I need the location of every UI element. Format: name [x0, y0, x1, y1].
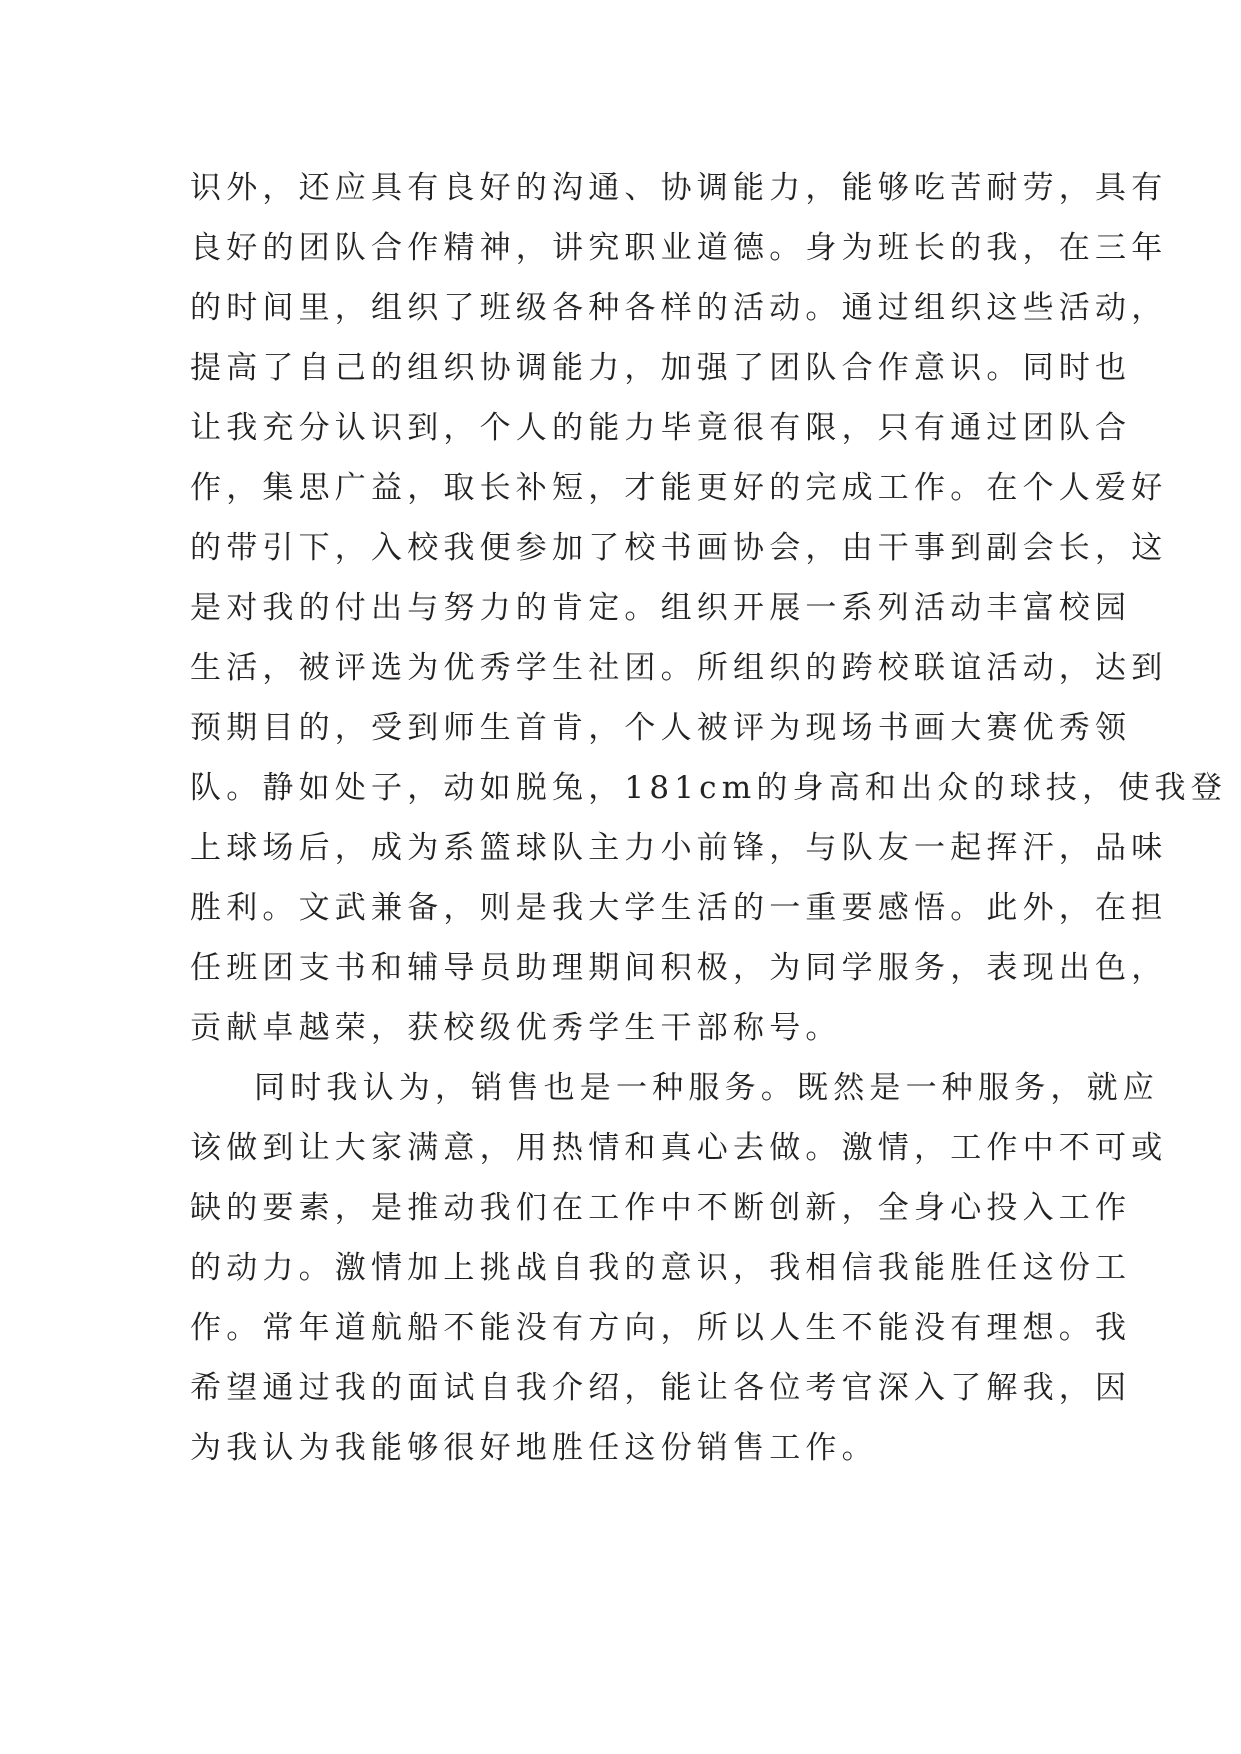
- text-line: 的带引下，入校我便参加了校书画协会，由干事到副会长，这: [190, 530, 1168, 566]
- text-line: 队。静如处子，动如脱兔，181cm的身高和出众的球技，使我登: [190, 770, 1227, 806]
- paragraph-start-line: 同时我认为，销售也是一种服务。既然是一种服务，就应: [254, 1070, 1159, 1106]
- text-line: 提高了自己的组织协调能力，加强了团队合作意识。同时也: [190, 350, 1132, 386]
- text-line: 希望通过我的面试自我介绍，能让各位考官深入了解我，因: [190, 1370, 1132, 1406]
- text-line: 预期目的，受到师生首肯，个人被评为现场书画大赛优秀领: [190, 710, 1132, 746]
- text-line: 作，集思广益，取长补短，才能更好的完成工作。在个人爱好: [190, 470, 1168, 506]
- text-line: 任班团支书和辅导员助理期间积极，为同学服务，表现出色，: [190, 950, 1168, 986]
- text-line: 的动力。激情加上挑战自我的意识，我相信我能胜任这份工: [190, 1250, 1132, 1286]
- text-line: 良好的团队合作精神，讲究职业道德。身为班长的我，在三年: [190, 230, 1168, 266]
- text-line: 作。常年道航船不能没有方向，所以人生不能没有理想。我: [190, 1310, 1132, 1346]
- text-line: 缺的要素，是推动我们在工作中不断创新，全身心投入工作: [190, 1190, 1132, 1226]
- text-line: 该做到让大家满意，用热情和真心去做。激情，工作中不可或: [190, 1130, 1168, 1166]
- text-line: 贡献卓越荣，获校级优秀学生干部称号。: [190, 1010, 842, 1046]
- text-line: 是对我的付出与努力的肯定。组织开展一系列活动丰富校园: [190, 590, 1132, 626]
- text-line: 让我充分认识到，个人的能力毕竟很有限，只有通过团队合: [190, 410, 1132, 446]
- text-line: 上球场后，成为系篮球队主力小前锋，与队友一起挥汗，品味: [190, 830, 1168, 866]
- text-line: 胜利。文武兼备，则是我大学生活的一重要感悟。此外，在担: [190, 890, 1168, 926]
- text-line: 的时间里，组织了班级各种各样的活动。通过组织这些活动，: [190, 290, 1168, 326]
- body-text: [190, 158, 1227, 1478]
- text-line: 生活，被评选为优秀学生社团。所组织的跨校联谊活动，达到: [190, 650, 1168, 686]
- text-line: 为我认为我能够很好地胜任这份销售工作。: [190, 1430, 878, 1466]
- text-line: 识外，还应具有良好的沟通、协调能力，能够吃苦耐劳，具有: [190, 170, 1168, 206]
